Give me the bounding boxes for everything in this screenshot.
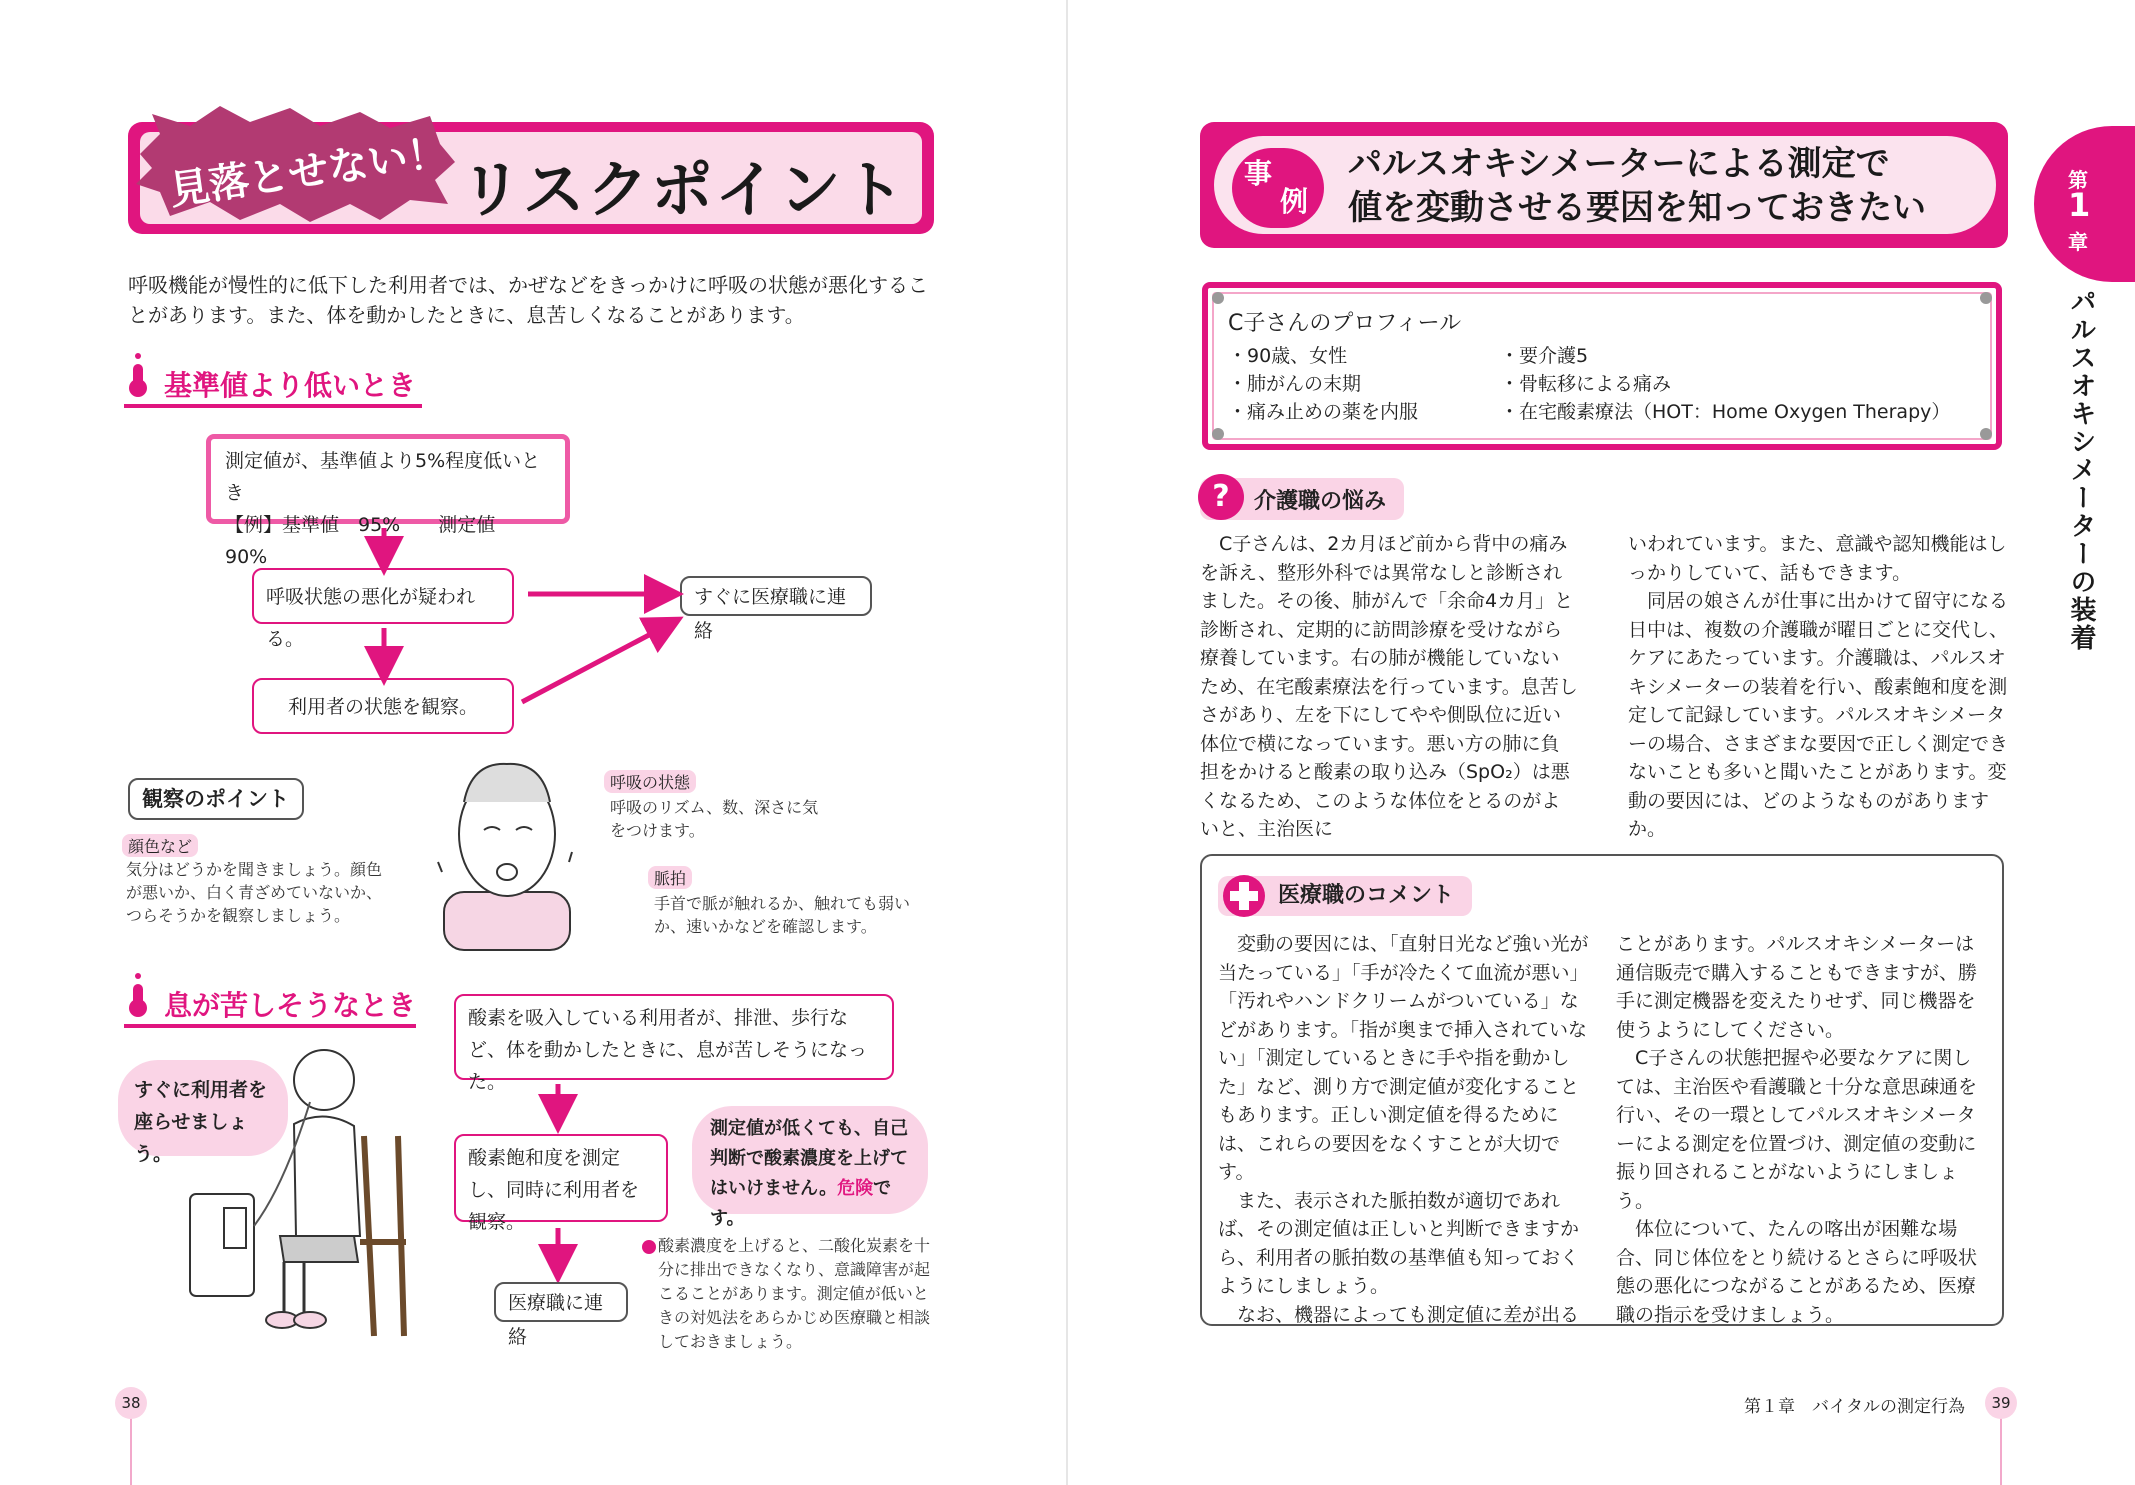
observe-points-heading: 観察のポイント: [128, 778, 304, 820]
section-heading-breathless: 息が苦しそうなとき: [164, 989, 417, 1022]
chapter-tab-char1: 第: [2068, 168, 2088, 192]
comment-col1: 変動の要因には、「直射日光など強い光が当たっている」「手が冷たくて血流が悪い」「汚れやハンドクリームがついている」などがあります。「指が奥まで挿入されていない」「測定しているときに手や指を動かした」など、測り方で測定値が変化することもあります。正しい測定値を得るためには、これらの要因をなくすことが大切です。 また、表示された脈拍数が適切であれば、その測定値は正しいと判断できますから、利用者の脈拍数の基準値も知っておくようにしましょう。 なお、機器によっても測定値に差が出る: [1218, 933, 1589, 1326]
seated-person-illustration: [184, 1046, 424, 1342]
chapter-tab-number: 1: [2068, 186, 2091, 224]
rivet: [1980, 428, 1992, 440]
condition-line1: 測定値が、基準値より5%程度低いとき: [225, 450, 541, 504]
comment-col2: ことがあります。パルスオキシメーターは通信販売で購入することもできますが、勝手に測定機器を変えたりせず、同じ機器を使うようにしてください。 C子さんの状態把握や必要なケアに関しては、主治医や看護職と十分な意思疎通を行い、その一環としてパルスオキシメーターによる測定を位置づけ、測定値の変動に振り回されることがないようにしましょう。 体位について、たんの喀出が困難な場合、同じ体位をとり続けるとさらに呼吸状態の悪化につながることがあるため、医療職の指示を受けましょう。: [1616, 933, 1978, 1326]
pulse-text: 手首で脈が触れるか、触れても弱いか、速いかなどを確認します。: [654, 894, 911, 936]
chapter-tab-char3: 章: [2068, 230, 2088, 254]
oxygen-user-box: 酸素を吸入している利用者が、排泄、歩行など、体を動かしたときに、息が苦しそうになった。: [454, 994, 894, 1080]
thermometer-icon: [124, 970, 152, 1018]
profile-list-left: [1228, 342, 1418, 426]
chapter-vertical-title: パルスオキシメーターの装着: [2066, 288, 2096, 652]
case-title: [1348, 142, 1926, 230]
profile-item: ・痛み止めの薬を内服: [1228, 401, 1419, 423]
profile-item: ・骨転移による痛み: [1500, 373, 1672, 395]
rivet: [1212, 428, 1224, 440]
case-badge-char1: 事: [1244, 157, 1273, 190]
spread-gutter: [1066, 0, 1068, 1485]
worry-col2: いわれています。また、意識や認知機能はしっかりしていて、話もできます。 同居の娘さんが仕事に出かけて留守になる日中は、複数の介護職が曜日ごとに交代し、ケアにあたっています。介護職は、パルスオキシメーターの装着を行い、酸素飽和度を測定して記録しています。パルスオキシメーターの場合、さまざまな要因で正しく測定できないことも多いと聞いたことがあります。変動の要因には、どのようなものがありますか。: [1628, 533, 2009, 840]
profile-list-right: [1500, 342, 1950, 426]
worry-heading: 介護職の悩み: [1254, 489, 1387, 514]
breath-tag: 呼吸の状態: [604, 770, 696, 793]
profile-item: ・90歳、女性: [1228, 345, 1348, 367]
case-badge-char2: 例: [1280, 185, 1309, 218]
plus-cross-icon: [1222, 874, 1266, 918]
contact-box: すぐに医療職に連絡: [680, 576, 872, 616]
color-text: 気分はどうかを聞きましょう。顔色が悪いか、白く青ざめていないか、つらそうかを観察しましょう。: [126, 860, 383, 925]
suspect-box: 呼吸状態の悪化が疑われる。: [252, 568, 514, 624]
warning-text-end: です。: [710, 1178, 892, 1229]
case-title-line1: パルスオキシメーターによる測定で: [1348, 144, 1890, 184]
pulse-tag: 脈拍: [648, 866, 692, 889]
elderly-face-illustration: [432, 752, 582, 952]
section-underline: [124, 1024, 416, 1028]
page-line: [130, 1418, 132, 1485]
page-line: [2000, 1418, 2002, 1485]
running-footer: 第１章 バイタルの測定行為: [1744, 1397, 1965, 1417]
color-tag: 顔色など: [122, 834, 198, 857]
question-icon: ?: [1198, 474, 1244, 520]
observe-box: 利用者の状態を観察。: [252, 678, 514, 734]
contact-medical-box: 医療職に連絡: [494, 1282, 628, 1322]
section-heading-low: 基準値より低いとき: [164, 369, 417, 402]
page-number: 38: [115, 1387, 147, 1419]
worry-col1: C子さんは、2カ月ほど前から背中の痛みを訴え、整形外科では異常なしと診断されました。その後、肺がんで「余命4カ月」と診断され、定期的に訪問診療を受けながら療養しています。右の肺が機能していないため、在宅酸素療法を行っています。息苦しさがあり、左を下にしてやや側臥位に近い体位で横になっています。悪い方の肺に負担をかけると酸素の取り込み（SpO₂）は悪くなるため、このような体位をとるのがよいと、主治医に: [1200, 533, 1578, 840]
comment-heading: 医療職のコメント: [1218, 876, 1472, 916]
case-title-line2: 値を変動させる要因を知っておきたい: [1348, 188, 1926, 228]
rivet: [1212, 292, 1224, 304]
sit-down-bubble: すぐに利用者を座らせましょう。: [118, 1060, 288, 1156]
profile-title: C子さんのプロフィール: [1228, 311, 1462, 336]
condition-line2: 【例】基準値 95% 測定値 90%: [225, 514, 515, 568]
warning-bubble: [692, 1106, 928, 1229]
note-text: 酸素濃度を上げると、二酸化炭素を十分に排出できなくなり、意識障害が起こることがあります。測定値が低いときの対処法をあらかじめ医療職と相談しておきましょう。: [658, 1236, 931, 1351]
breath-text: 呼吸のリズム、数、深さに気をつけます。: [610, 798, 819, 840]
note-bullet: [642, 1240, 656, 1254]
profile-item: ・要介護5: [1500, 345, 1589, 367]
risk-title: リスクポイント: [460, 153, 907, 226]
page-number: 39: [1985, 1387, 2017, 1419]
danger-text: 危険: [837, 1178, 874, 1199]
profile-item: ・肺がんの末期: [1228, 373, 1362, 395]
rivet: [1980, 292, 1992, 304]
warning-text: 測定値が低くても、自己判断で酸素濃度を上げてはいけません。: [710, 1118, 908, 1199]
risk-badge-text: 見落とせない！: [166, 129, 451, 215]
profile-item: ・在宅酸素療法（HOT：Home Oxygen Therapy）: [1500, 401, 1951, 423]
lead-text: 呼吸機能が慢性的に低下した利用者では、かぜなどをきっかけに呼吸の状態が悪化することがあります。また、体を動かしたときに、息苦しくなることがあります。: [128, 273, 928, 327]
measure-box: 酸素飽和度を測定し、同時に利用者を観察。: [454, 1134, 668, 1222]
